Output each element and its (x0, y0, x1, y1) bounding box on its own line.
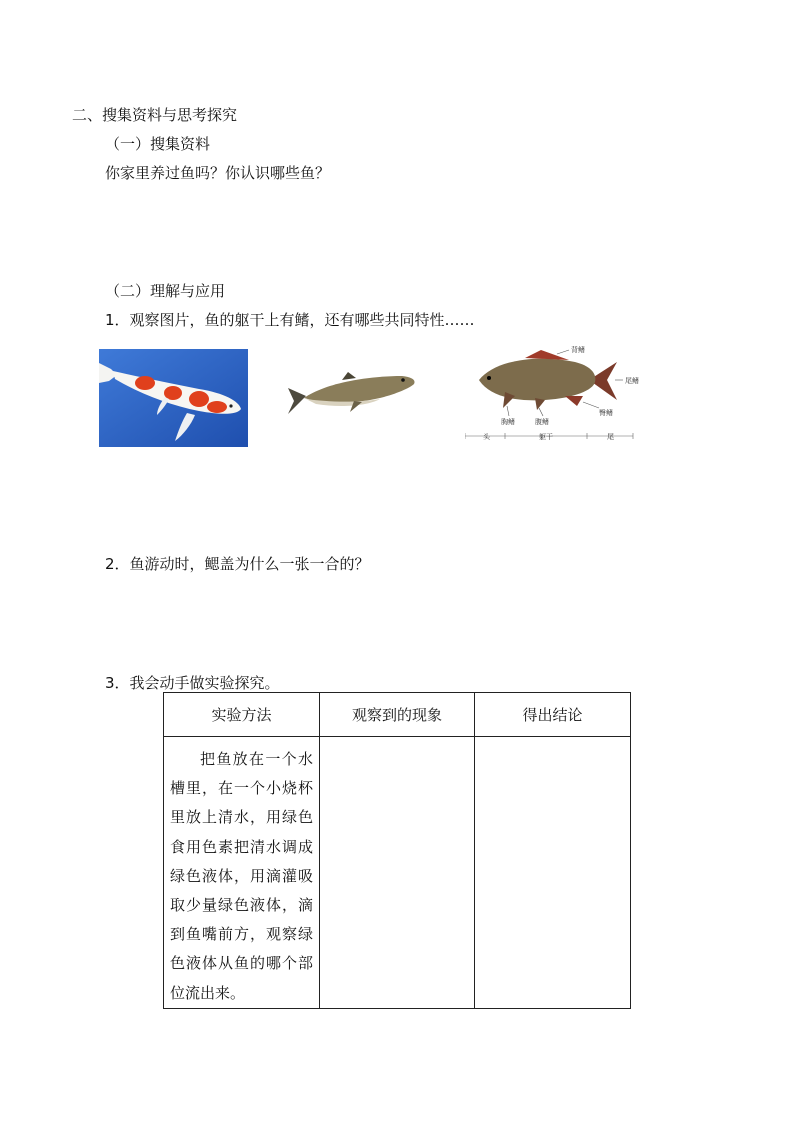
method-cell (164, 737, 320, 1009)
tail-label: 尾 (607, 433, 614, 441)
grass-carp-image (284, 368, 418, 422)
tail-fin-label: 尾鳍 (625, 377, 639, 385)
conclusion-cell[interactable] (475, 737, 631, 1009)
question-3: 3．我会动手做实验探究。 (105, 674, 280, 692)
question-2: 2．鱼游动时，鳃盖为什么一张一合的？ (105, 555, 370, 573)
carp-anatomy-diagram (465, 340, 645, 445)
header-observation: 观察到的现象 (320, 693, 475, 737)
header-conclusion: 得出结论 (475, 693, 631, 737)
table-row (164, 737, 631, 1009)
part1-question: 你家里养过鱼吗？你认识哪些鱼？ (105, 164, 331, 182)
experiment-table (163, 692, 631, 1009)
table-header-row (164, 693, 631, 737)
dorsal-fin-label: 背鳍 (571, 346, 585, 354)
pelvic-fin-label: 腹鳍 (535, 418, 549, 426)
anal-fin-label: 臀鳍 (599, 409, 613, 417)
question-1: 1．观察图片，鱼的躯干上有鳍，还有哪些共同特性…… (105, 311, 475, 329)
head-label: 头 (483, 433, 490, 441)
header-method: 实验方法 (164, 693, 320, 737)
observation-cell[interactable] (320, 737, 475, 1009)
pectoral-fin-label: 胸鳍 (501, 418, 515, 426)
method-text: 把鱼放在一个水槽里，在一个小烧杯里放上清水，用绿色食用色素把清水调成绿色液体，用滴灌吸取少量绿色液体，滴到鱼嘴前方，观察绿色液体从鱼的哪个部位流出来。 (170, 750, 313, 1002)
part2-heading: （二）理解与应用 (105, 282, 226, 300)
koi-photo (99, 349, 248, 447)
trunk-label: 躯干 (539, 433, 553, 441)
section-title: 二、搜集资料与思考探究 (72, 106, 238, 124)
part1-heading: （一）搜集资料 (105, 135, 211, 153)
